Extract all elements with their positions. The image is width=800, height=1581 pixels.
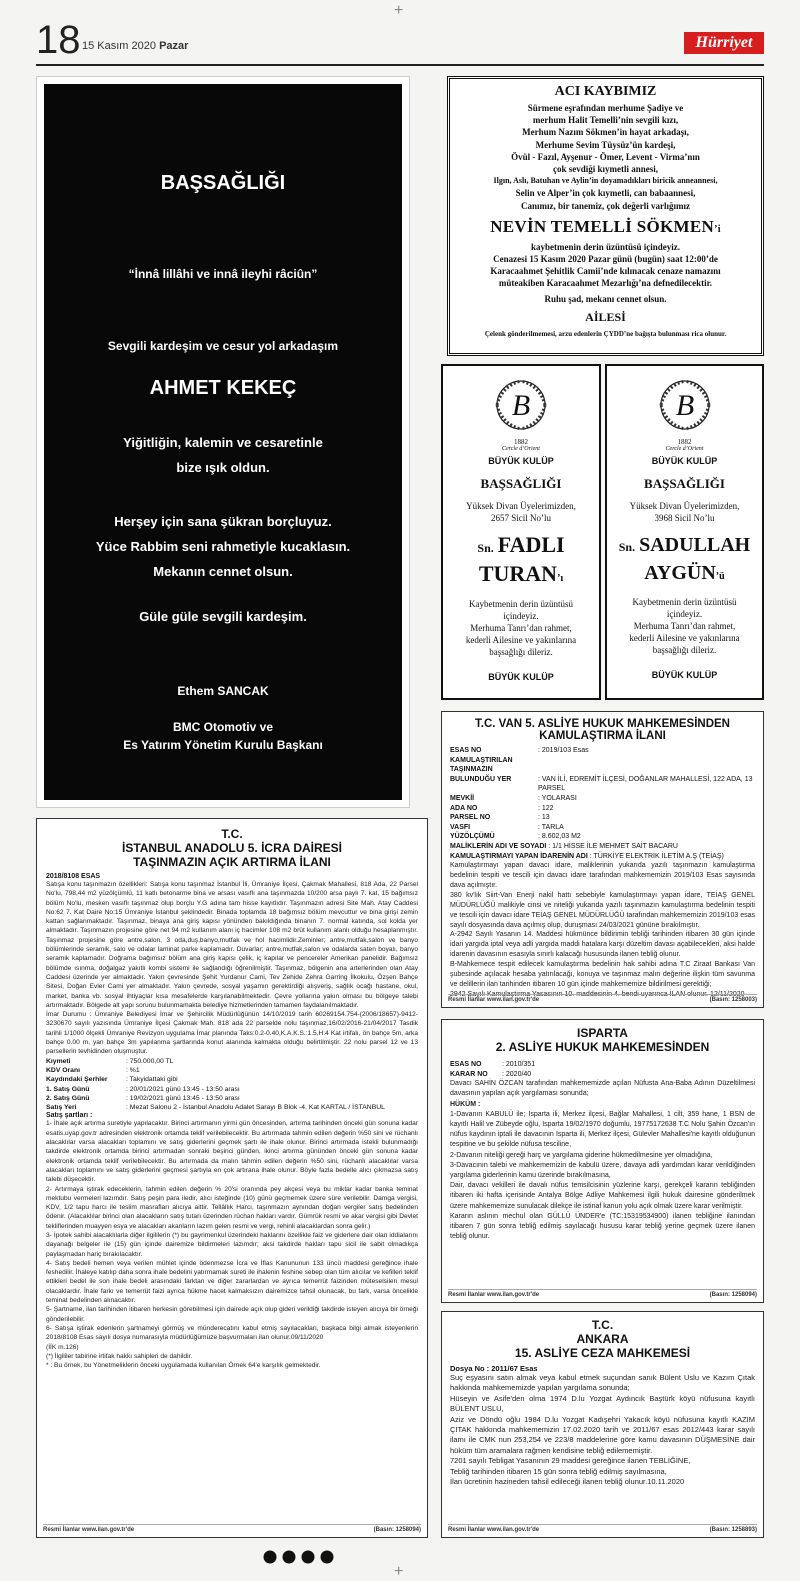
- van-subtitle: KAMULAŞTIRMA İLANI: [539, 730, 666, 742]
- field-value: : Mezat Salonu 2 - İstanbul Anadolu Adalet Sarayı B Blok -4. Kat KARTAL / İSTANBUL: [126, 1104, 385, 1112]
- isparta-paragraph: 3-Davacının talebi ve mahkememizin de kabulü üzere, davaya adli yardımdan karar verildiğinden yargılama giderlerinin kamu üzerinde bırakılmasına,: [450, 1161, 755, 1180]
- club-ad-surname: [607, 560, 762, 590]
- istanbul-title: T.C.: [221, 827, 243, 841]
- ankara-title: T.C.: [591, 1318, 614, 1332]
- aci-note: Çelenk gönderilmemesi, arzu edenlerin ÇYDD’ne bağışta bulunması rica olunur.: [484, 329, 727, 338]
- field-label: Kıymeti: [46, 1057, 71, 1065]
- field-label: VASFI: [450, 823, 471, 831]
- obit-name: AHMET KEKEÇ: [149, 377, 297, 399]
- aci-line: Canımız, bir tanemiz, çok değerli varlığımız: [520, 200, 691, 211]
- field-label: ESAS NO: [450, 1061, 482, 1068]
- van-footer: [448, 994, 757, 1003]
- field-label: KARAR NO: [450, 1070, 488, 1078]
- isparta-paragraph: HÜKÜM :: [450, 1100, 481, 1108]
- field-value: : 2020/40: [502, 1070, 532, 1078]
- field-value: [538, 756, 755, 775]
- field-label: MALİKLERİN ADI VE SOYADI: [450, 842, 547, 850]
- club-ad-fadli-turan: [441, 364, 601, 700]
- club-ad-footer: BÜYÜK KULÜP: [651, 670, 718, 680]
- club-ad-body: başsağlığı dileriz.: [652, 645, 717, 655]
- ankara-footer: [448, 1524, 757, 1533]
- aci-prayer: Ruhu şad, mekanı cennet olsun.: [544, 293, 667, 304]
- ankara-court: 15. ASLİYE CEZA MAHKEMESİ: [514, 1346, 691, 1360]
- club-ad-line: 3968 Sicil No’lu: [654, 513, 715, 523]
- aci-after-line: kaybetmenin derin üzüntüsü içindeyiz.: [530, 241, 681, 252]
- club-year: 1882: [514, 438, 528, 446]
- club-ad-title: BAŞSAĞLIĞI: [480, 476, 562, 491]
- istanbul-condition: 1- İhale açık artırma suretiyle yapılacaktır. Birinci artırmanın yirmi gün öncesinden, artırma tarihinden önceki gün sonuna kadar esatis.uyap.gov.tr adresinden elektronik ortamda teklif verilebilecektir. Bu artırmada tahmin edilen değerin %50 sini ve rüchanlı alacaklılar varsa alacakları toplamını ve satış giderlerini geçmek şartı ile ihale olunur. Birinci artırmada istekli bulunmadığı takdirde elektronik ortamda birinci artırmadan sonraki beşinci günden, ikinci artırma gününden önceki gün sonuna kadar elektronik ortamda teklif verilebilecektir. Bu artırmada da malın tahmin edilen değerin %50 sini, rüchanlı alacaklılar varsa alacakları toplamını ve satış giderlerini geçmesi şartıyla en çok artırana ihale olunur. Böyle fazla bedelle alıcı çıkmazsa satış talebi düşecektir.: [46, 1120, 418, 1184]
- club-ad-line: Yüksek Divan Üyelerimizden,: [629, 501, 740, 511]
- field-value: : 19/02/2021 günü 13:45 - 13:50 arası: [126, 1094, 240, 1102]
- club-ad-body: kederli Ailesine ve yakınlarına: [465, 635, 577, 645]
- aci-line: merhum Halit Temelli’nin sevgili kızı,: [532, 115, 679, 126]
- club-ad-last-name: TURAN: [478, 561, 558, 586]
- aci-name-suffix: ’i: [714, 223, 721, 235]
- van-paragraph: 380 kv'lık Siirt-Van Enerji nakil hattı sebebiyle kamulaştırmayı yapan idare, TEİAŞ GENEL MÜDÜRLÜĞÜ malikiyle cinsi ve niteliği yukarıda yazılı taşınmazın kamulaştırma bedelinin tespiti ve tescili için davacı idare TEİAŞ GENEL MÜDÜRLÜĞÜ tarafından mahkememizin 2019/103 esas sayılı dosyasında dava açılmış olup, duruşması 24/03/2021 gününe bırakılmıştır.: [450, 891, 755, 929]
- club-emblem-icon: [490, 374, 552, 436]
- istanbul-notice-type: TAŞINMAZIN AÇIK ARTIRMA İLANI: [133, 855, 331, 869]
- date-text: 15 Kasım 2020: [82, 40, 156, 52]
- van-paragraph: B-Mahkemece tespit edilecek kamulaştırma bedelinin hak sahibi adına T.C Ziraat Bankası Van şubesinde açılacak hesaba yatırılacağı, konuya ve taşınmaz malın değerine ilişkin tüm savunma ve delillerin ilan tarihinden itibaren 10 gün içinde mahkememize bildirilmesi gerektiği;: [450, 961, 755, 988]
- field-value: : 13: [538, 814, 550, 822]
- club-ad-first-name: SADULLAH: [639, 534, 751, 556]
- club-ad-footer: BÜYÜK KULÜP: [488, 672, 554, 682]
- ankara-paragraph: 7201 sayılı Tebligat Yasanının 29 maddesi gereğince ilanen TEBLİĞİNE,: [450, 1456, 691, 1466]
- ankara-paragraph: Suç eşyasını satın almak veya kabul etmek suçundan sanık Bülent Uslu ve Kazım Çıtak hakkında mahkememizde yapılan yargılama sonunda;: [450, 1373, 755, 1393]
- field-value: : 20/01/2021 günü 13:45 - 13:50 arası: [126, 1085, 240, 1093]
- club-ad-suffix: ’ı: [557, 573, 564, 584]
- footer-press-code: (Basın: 1258893): [709, 1527, 757, 1533]
- club-ad-line: Yüksek Divan Üyelerimizden,: [466, 501, 576, 511]
- field-label: 2. Satış Günü: [46, 1094, 90, 1102]
- istanbul-condition: (*) İlgililer tabirine irtifak hakkı sahipleri de dahildir.: [46, 1352, 193, 1360]
- istanbul-condition: 2- Artırmaya iştirak edeceklerin, tahmin edilen değerin % 20'si oranında pey akçesi veya bu miktar kadar banka teminat mektubu vermeleri lazımdır. Satış peşin para iledir, alıcı isteğinde (10) günü geçmemek üzere süre verilebilir. Damga vergisi, KDV, 1/2 tapu harcı ile teslim masrafları alıcıya aittir. Tellâllık Harcı, taşınmazın aynından doğan vergiler satış bedelinden ödenir. (Alacaklılar birinci olan alacakların satış tutarı üzerinden rüchan hakları vardır. Gümrük resmi ve akar vergisi gibi Devlet tekliflerinden muayyen esya ve alacakları akanların lazım gelen resmi ve vergi, rehinli alacaklardan sonra gelir.): [46, 1185, 418, 1230]
- field-label: KDV Oranı: [46, 1066, 80, 1074]
- ankara-paragraph: Hüseyin ve Asife'den olma 1974 D.lu Yozgat Aydıncık Baştürk köyü nüfusuna kayıtlı BÜLENT USLU,: [450, 1393, 755, 1414]
- van-paragraph: 2942 Sayılı Kamulaştırma Yasasının 10. maddesinin 4. bendi uyarınca İLAN olunur. 12/11/2020: [450, 990, 745, 998]
- isparta-title: ISPARTA: [577, 1026, 628, 1040]
- field-value: : TÜRKİYE ELEKTRİK İLETİM A.Ş (TEİAŞ): [589, 852, 724, 860]
- page-number: 18: [36, 18, 81, 62]
- black-obituary-ad: [36, 76, 410, 808]
- field-value: : %1: [126, 1066, 140, 1074]
- istanbul-condition: 6- Satışa iştirak edenlerin şartnameyi görmüş ve münderecatını kabul etmiş sayılacakları, başkaca bilgi almak isteyenlerin 2018/8108 Esas sayılı dosya numarasıyla müdürlüğümüze başvurmaları ilan olunur.09/11/2020: [46, 1324, 418, 1342]
- field-value: : VAN İLİ, EDREMİT İLÇESİ, DOĞANLAR MAHALLESİ, 122 ADA, 13 PARSEL: [538, 775, 753, 793]
- field-label: KAMULAŞTIRMAYI YAPAN İDARENİN ADI: [450, 852, 588, 860]
- aci-title: ACI KAYBIMIZ: [554, 84, 657, 99]
- istanbul-condition: (İİK m.126): [46, 1343, 79, 1351]
- club-name: BÜYÜK KULÜP: [488, 456, 554, 466]
- aci-line: Ilgın, Aslı, Batuhan ve Aylin’in doyamadıkları biricik anneannesi,: [493, 176, 718, 186]
- obit-line: Yiğitliğin, kalemin ve cesaretinle: [123, 435, 323, 450]
- black-obituary-panel: [44, 84, 402, 800]
- field-label: Satış Yeri: [46, 1104, 77, 1112]
- header-rule: [36, 64, 764, 66]
- isparta-paragraph: Dair, davacı vekilleri ile davalı nüfus temsilcisinin yüzlerine karşı, gerekçeli kararın tebliğinden itibaren iki hafta içerisinde Antalya Bölge Adliye Mahkemesi ilgili hukuk dairesine gönderilmek üzere mahkememize sunulacak dilekçe ile istinaf kanun yolu açık olmak üzere karar verilmiştir.: [450, 1182, 755, 1210]
- club-ad-body: içindeyiz.: [503, 611, 539, 621]
- obit-title: BAŞSAĞLIĞI: [160, 172, 286, 194]
- istanbul-auction-notice: [36, 818, 428, 1538]
- isparta-paragraph: 2-Davanın niteliği gereği harç ve yargılama giderine hükmedilmesine yer olmadığına,: [450, 1151, 713, 1159]
- aci-line: Selin ve Alper’in çok kıymetli, can babaannesi,: [515, 188, 696, 199]
- newspaper-logo: Hürriyet: [684, 32, 764, 54]
- obit-signer-title: Es Yatırım Yönetim Kurulu Başkanı: [123, 738, 323, 752]
- aci-line: Sürmene eşrafından merhume Şadiye ve: [527, 103, 684, 113]
- footer-source: Resmi İlanlar www.ilan.gov.tr'de: [448, 997, 540, 1003]
- club-ad-name: [607, 532, 762, 560]
- istanbul-case-no: 2018/8108 ESAS: [46, 873, 101, 880]
- aci-line: Övül - Fazıl, Ayşenur - Ömer, Levent - Virma’nın: [511, 151, 700, 162]
- van-title: T.C. VAN 5. ASLİYE HUKUK MAHKEMESİNDEN: [475, 718, 730, 730]
- ankara-paragraph: Tebliğ tarihinden itibaren 15 gün sonra tebliğ edilmiş sayılmasına,: [450, 1466, 667, 1476]
- field-value: : 1/1 HİSSE İLE MEHMET SAİT BACARU: [548, 842, 678, 850]
- istanbul-description: Satışa konu taşınmazın özellikleri: Satışa konu taşınmaz İstanbul İli, Ümraniye İlçesi, Çakmak Mahallesi, 818 Ada, 22 Parsel No'lu, 798,44 m2 yüzölçümlü, 11 katlı betonarme bina ve arsası vasıflı ana taşınmazda 10/200 arsa paylı 7. kat, 15 bağımsız bölüm No'lu, mesken vasıflı taşınmaz olup borçlu Y.G adına tam hisse kayıtlıdır. Taşınmazın adresi Site Mah. Atay Caddesi No:62 7. Kat Daire No:15 Ümraniye İstanbul şeklindedir. Binada toplamda 18 bağımsız bölüm mevcuttur ve bina girişi zemin kattan sağlanmaktadır. Taşınmaz, binaya ana giriş kapısı yönünden bakıldığında binanın 7. normal katında, sol kolda yer almaktadır. Taşınmazın projesine göre net 94 m2 kullanım alanı iç hacimler 108 m2 brüt kullanım alanlı olduğu hesaplanmıştır. Taşınmaz projesine göre antre,salon, 3 oda,duş,banyo,mutfak ve hol hacimlidir.Zeminler; antre,mutfak,salon ve banyo bölümlerinde seramik, salo ve odalar laminat parke kaplamadır. Duvarlar; antre,mutfak,salon ve odalarda saten boyalı, banyo seramik kaplamadır. Doğrama bağımsız bölüm ana giriş kapısı çelik, iç kapılar ve pencereler Amerikan panelidir. Bağımsız bölümde ısınma, doğalgaz yakıtlı kombi sistemi ile sağlandığı öğrenilmiştir. Taşınmaz, bölgenin ana arterlerinden olan Atay Caddesi üzerinde yer almaktadır. Yakın çevresinde Şehit Yurdanur Cami, Tev Zehide Zehra Garring İlkokulu, Özşen Bahçe Sitesi, Doğan Evler Cami yer almaktadır. Yakın çevrede, sosyal yaşamın gerektirdiği alışveriş, sağlık ocağı hastane, okul, market, banka vb. sosyal ihtiyaçlar kısa mesafelerde karşılanabilmektedir. Çevre yollarına yakın olması bu bölgeye talebi artırmaktadır. Bölgede alt yapı sorunu bulunmamakta belediye hizmetlerinden tamamen faydalanılmaktadır.: [46, 881, 418, 1009]
- obit-line: Mekanın cennet olsun.: [153, 564, 293, 579]
- obit-line: Yüce Rabbim seni rahmetiyle kucaklasın.: [95, 539, 351, 554]
- field-value: : 2010/351: [502, 1061, 536, 1068]
- club-name: BÜYÜK KULÜP: [651, 456, 718, 466]
- ankara-court-notice: [441, 1311, 764, 1538]
- aci-name-text: NEVİN TEMELLİ SÖKMEN: [490, 216, 715, 236]
- club-motto: Cercle d’Orient: [665, 446, 704, 452]
- aci-family: AİLESİ: [585, 309, 626, 324]
- obit-line: Güle güle sevgili kardeşim.: [139, 609, 307, 624]
- crop-mark-bottom: +: [394, 1563, 404, 1580]
- club-ad-sadullah-aygun: [605, 364, 764, 700]
- isparta-footer: [448, 1289, 757, 1298]
- field-value: : YOLARASI: [538, 794, 577, 802]
- ankara-file-no: Dosya No : 2011/67 Esas: [450, 1364, 538, 1373]
- istanbul-zoning: İmar Durumu : Ümraniye Belediyesi İmar ve Şehircilik Müdürlüğünün 14/10/2019 tarih 60269154.754-(2006/18657)-9412-3230670 sayılı yazısında Ümraniye İlçesi Çakmak Mah. 818 ada 22 parselde nolu taşınmaz,16/02/2016-21/04/2017 Tasdik tarihli 1/1000 ölçekli Ümraniye Revizyon uygulama İmar planında Taks:0.2-0.40,K.A.K.S.:1.5,H:4 Kat irtifalı, ön bahçe 5m, arka bahçe 0.00 m, yan bahçe 3m yapılanma şartlarında konut alanında kalmakta olduğu belirtilmiştir. 22 nolu parsel 12 ve 13 parsellerin tevhidinden oluşmuştur.: [46, 1011, 418, 1056]
- ankara-paragraph: İlan ücretinin hazineden tahsil edileceği ilanen tebliğ olunur.10.11.2020: [450, 1477, 685, 1487]
- aci-after-line: Cenazesi 15 Kasım 2020 Pazar günü (bugün) saat 12:00’de: [493, 253, 718, 264]
- istanbul-office: İSTANBUL ANADOLU 5. İCRA DAİRESİ: [121, 841, 342, 855]
- footer-source: Resmi İlanlar www.ilan.gov.tr'de: [43, 1527, 135, 1533]
- ankara-city: ANKARA: [576, 1332, 629, 1346]
- van-paragraph: Kamulaştırmayı yapan davacı idare, maliklerinin yukarıda yazılı taşınmazın kamulaştırma bedelinin tespiti ve tescili için davacı idare tarafından mahkememizin 2019/103 Esas sayısında dava açılmıştır.: [450, 862, 755, 889]
- footer-press-code: (Basın: 1258094): [373, 1527, 421, 1533]
- field-value: : 8.602,03 M2: [538, 833, 581, 841]
- ankara-paragraph: Aziz ve Döndü oğlu 1984 D.lu Yozgat Kadışehri Yakacık köyü nüfusuna kayıtlı KAZIM ÇITAK hakkında mahkememizin 17.02.2020 tarih ve 2011/67 esas 2012/443 karar sayılı ilamı ile CMK nun 253,254 ve 223/8 maddelerine göre kamu davasının DÜŞMESİNE dair hüküm tüm aramalara rağmen kendisine tebliğ edilememiştir.: [450, 1414, 755, 1455]
- istanbul-condition: 5- Şartname, ilan tarihinden itibaren herkesin görebilmesi için dairede açık olup gideri verildiği takdirde isteyen alıcıya bir örneği gönderilebilir.: [46, 1306, 418, 1323]
- crop-mark-top: +: [394, 2, 404, 19]
- club-ad-body: içindeyiz.: [666, 609, 703, 619]
- field-value: : 750.000,00 TL: [126, 1057, 174, 1065]
- club-motto: Cercle d’Orient: [502, 446, 540, 452]
- club-ad-last-name: AYGÜN: [644, 562, 716, 584]
- field-label: ESAS NO: [450, 747, 482, 754]
- footer-press-code: (Basın: 1258094): [709, 1292, 757, 1298]
- field-label: YÜZÖLÇÜMÜ: [450, 833, 495, 841]
- field-label: ADA NO: [450, 804, 478, 812]
- field-label: PARSEL NO: [450, 814, 491, 822]
- club-ad-body: Kaybetmenin derin üzüntüsü: [469, 599, 573, 609]
- obit-quote: “İnnâ lillâhi ve innâ ileyhi râciûn”: [128, 267, 318, 281]
- field-label: MEVKİİ: [450, 794, 475, 802]
- van-paragraph: A-2942 Sayılı Yasanın 14. Maddesi hükmünce bildirimin tebliği tarihinden itibaren 30 gün içinde idari yargıda iptal veya adli yargıda maddi hatalara karşı düzeltim davası açabilecekleri, aksi halde idarenin davasının esasıyla sınırlı kalacağı hususunda ilanen tebliğ olunur.: [450, 931, 755, 959]
- istanbul-conditions-title: Satış şartları :: [46, 1112, 93, 1120]
- aci-deceased-name: [450, 217, 761, 237]
- field-label: 1. Satış Günü: [46, 1085, 90, 1093]
- field-value: : Takyidattaki gibi: [126, 1076, 178, 1084]
- footer-source: Resmi İlanlar www.ilan.gov.tr'de: [448, 1527, 540, 1533]
- istanbul-condition: 4- Satış bedeli hemen veya verilen mühlet içinde ödenmezse İcra ve İflas Kanununun 133 üncü maddesi gereğince ihale feshedilir. İhaleye katılıp daha sonra ihale bedelini yatırmamak sureti ile ihalenin feshine sebep olan tüm alıcılar ve kefilleri teklif ettikleri bedel ile son ihale bedeli arasındaki farktan ve diğer zararlardan ve ayrıca temerrüt faizinden müteselsilen mesul olacaklardır. İhale farkı ve temerrüt faizi ayrıca hükme hacet kalmaksızın dairemizce tahsil olunacak, bu fark, varsa öncelikle teminat bedelinden alınacaktır.: [46, 1259, 418, 1305]
- aci-after-line: Karacaahmet Şehitlik Camii’nde kılınacak cenaze namazını: [490, 265, 721, 276]
- club-year: 1882: [677, 438, 692, 446]
- aci-after-line: müteakiben Karacaahmet Mezarlığı’na defnedilecektir.: [498, 277, 713, 288]
- pagination-dots-icon: [262, 1549, 338, 1565]
- isparta-paragraph: Kararın aslının mechul olan GÜLLÜ ÜNDER'e (TC:15319534900) ilanen tebliğine ilanından itibaren 7 gün sonra tebliğ edilmiş sayılacağı hususu karar tebliğ yerine geçmek üzere ilanen tebliğ olunur.: [450, 1212, 755, 1241]
- page-date: [82, 40, 188, 52]
- istanbul-condition: 3- İpotek sahibi alacaklılarla diğer ilgililerin (*) bu gayrimenkul üzerindeki haklarını özellikle faiz ve giderlere dair olan iddialarını dayanağı belgeler ile (15) gün içinde dairemize bildirmeleri lazımdır; aksi takdirde hakları tapu sicil ile sabit olmadıkça paylaşmadan hariç bırakılacaktır.: [46, 1231, 418, 1258]
- obit-signer: Ethem SANCAK: [177, 684, 269, 698]
- club-ad-surname: [443, 561, 599, 592]
- aci-line: Merhum Nazım Sökmen’in hayat arkadaşı,: [522, 127, 689, 138]
- isparta-court-notice: [441, 1019, 764, 1303]
- field-label: KAMULAŞTIRILAN TAŞINMAZIN: [450, 756, 513, 774]
- club-ad-body: başsağlığı dileriz.: [489, 647, 553, 657]
- club-ad-prefix: Sn.: [618, 540, 636, 554]
- club-ad-line: 2657 Sicil No’lu: [491, 513, 551, 523]
- isparta-paragraph: Davacı SAHİN ÖZCAN tarafından mahkememizde açılan Nüfusta Ana-Baba Adının Düzeltilmesi davasının yapılan açık yargılaması sonunda;: [450, 1080, 755, 1098]
- club-ad-body: kederli Ailesine ve yakınlarına: [629, 633, 740, 643]
- svg-text:B: B: [511, 389, 531, 422]
- club-ad-name: [443, 532, 599, 561]
- club-ad-first-name: FADLI: [497, 532, 565, 557]
- field-label: Kaydındaki Şerhler: [46, 1076, 108, 1084]
- club-ad-body: Merhuma Tanrı’dan rahmet,: [633, 621, 736, 631]
- field-value: : 2019/103 Esas: [538, 747, 589, 754]
- van-court-notice: [441, 711, 764, 1008]
- field-value: : 122: [538, 804, 554, 812]
- isparta-paragraph: 1-Davanın KABULÜ ile; Isparta ili, Merkez ilçesi, Bağlar Mahallesi, 1 cilt, 359 hane, 1 BSN de kayıtlı Halil ve Zübeyde oğlu, Isparta 19/02/1970 doğumlu, 19775172638 T.C Nolu Şahin Özcan'ın nüfus kaydının iptali ile davacının Isparta ili, Merkez ilçesi, Gülevler Mahallesi'ne kayıtlı olduğunun tespitine ve bu şekilde nüfusa tesciline,: [450, 1110, 755, 1149]
- obit-line: bize ışık oldun.: [176, 460, 270, 475]
- aci-kaybimiz-ad: [447, 76, 764, 356]
- isparta-subtitle: 2. ASLİYE HUKUK MAHKEMESİNDEN: [495, 1040, 710, 1054]
- footer-source: Resmi İlanlar www.ilan.gov.tr'de: [448, 1292, 540, 1298]
- club-ad-prefix: Sn.: [477, 541, 494, 555]
- aci-line: çok sevdiği kıymetli annesi,: [552, 164, 658, 175]
- club-ad-body: Merhuma Tanrı’dan rahmet,: [470, 623, 572, 633]
- aci-line: Merhume Sevim Tüysüz’ün kardeşi,: [535, 139, 676, 150]
- field-value: : TARLA: [538, 823, 564, 831]
- istanbul-footer: [43, 1524, 421, 1533]
- footer-press-code: (Basın: 1258003): [709, 997, 757, 1003]
- obit-line: Herşey için sana şükran borçluyuz.: [114, 514, 332, 529]
- obit-signer-title: BMC Otomotiv ve: [172, 720, 273, 734]
- istanbul-condition: * : Bu örnek, bu Yönetmeliklerin önceki uygulamada kullanılan Örnek 64'e karşılık gelmektedir.: [46, 1362, 321, 1370]
- field-label: BULUNDUĞU YER: [450, 775, 512, 783]
- club-ad-suffix: ’ü: [715, 571, 725, 582]
- day-text: Pazar: [159, 40, 189, 52]
- club-ad-title: BAŞSAĞLIĞI: [644, 476, 725, 491]
- svg-text:B: B: [675, 389, 694, 422]
- club-ad-body: Kaybetmenin derin üzüntüsü: [632, 597, 737, 607]
- club-emblem-icon: [654, 374, 716, 436]
- obit-intro: Sevgili kardeşim ve cesur yol arkadaşım: [107, 339, 339, 353]
